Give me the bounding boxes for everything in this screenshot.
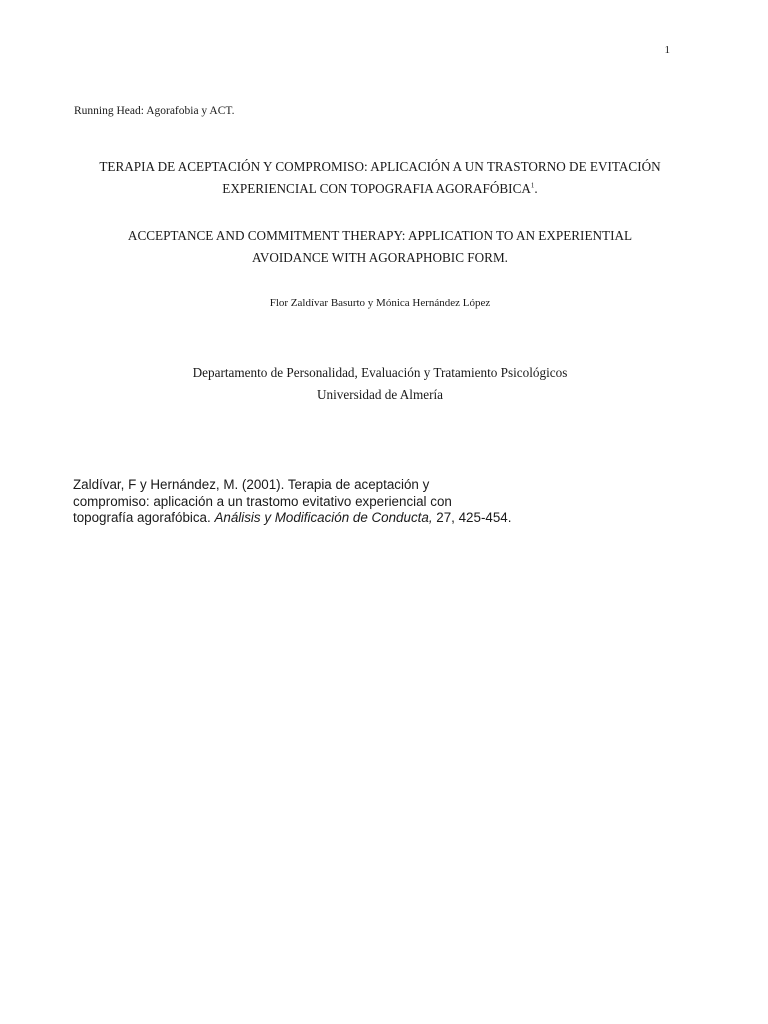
page-number: 1 — [664, 44, 670, 56]
english-title-line-2: AVOIDANCE WITH AGORAPHOBIC FORM. — [252, 250, 508, 265]
running-head: Running Head: Agorafobia y ACT. — [74, 105, 235, 117]
citation — [73, 477, 553, 527]
affiliation — [60, 362, 700, 406]
citation-line-3-start: topografía agorafóbica. — [73, 510, 215, 525]
journal-name: Análisis y Modificación de Conducta, — [214, 510, 433, 525]
english-title — [60, 225, 700, 269]
spanish-title-line-2-text: EXPERIENCIAL CON TOPOGRAFIA AGORAFÓBICA — [222, 181, 531, 196]
department: Departamento de Personalidad, Evaluación y Tratamiento Psicológicos — [192, 365, 568, 380]
spanish-title-period: . — [534, 181, 538, 196]
authors: Flor Zaldívar Basurto y Mónica Hernández López — [269, 297, 491, 309]
spanish-title-line-1: TERAPIA DE ACEPTACIÓN Y COMPROMISO: APLICACIÓN A UN TRASTORNO DE EVITACIÓN — [99, 159, 661, 174]
citation-line-2: compromiso: aplicación a un trastomo evitativo experiencial con — [73, 493, 452, 509]
citation-line-3 — [73, 510, 553, 527]
english-title-line-1: ACCEPTANCE AND COMMITMENT THERAPY: APPLICATION TO AN EXPERIENTIAL — [127, 228, 633, 243]
spanish-title — [60, 156, 700, 200]
footnote-marker[interactable]: 1 — [530, 181, 535, 190]
spanish-title-line-2 — [60, 178, 700, 200]
citation-volume-pages: 27, 425-454. — [432, 510, 512, 525]
university: Universidad de Almería — [317, 387, 443, 402]
citation-line-1: Zaldívar, F y Hernández, M. (2001). Terapia de aceptación y — [73, 477, 430, 492]
